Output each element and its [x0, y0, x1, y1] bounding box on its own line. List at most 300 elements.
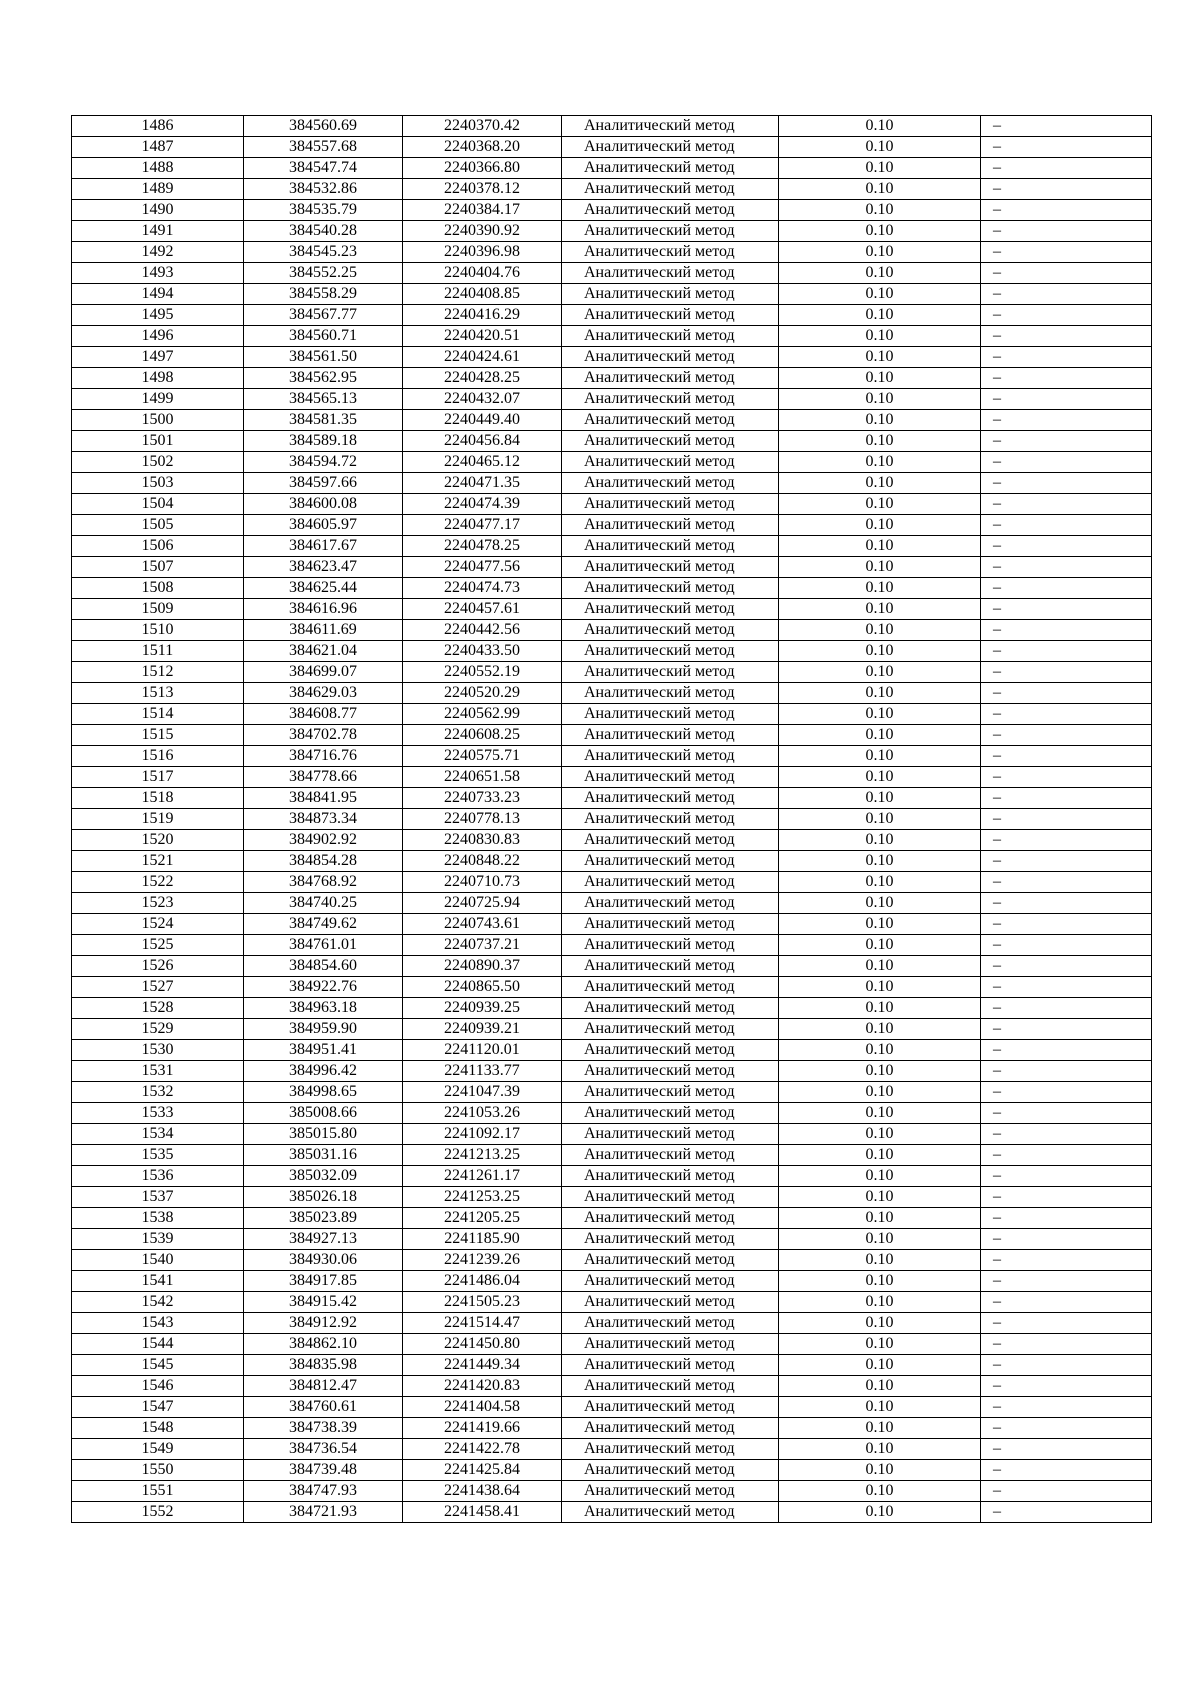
description-cell: – — [981, 746, 1152, 767]
x-coordinate-cell: 384545.23 — [244, 242, 403, 263]
method-cell: Аналитический метод — [562, 347, 779, 368]
accuracy-cell: 0.10 — [779, 809, 981, 830]
point-number-cell: 1552 — [72, 1502, 244, 1523]
method-cell: Аналитический метод — [562, 1313, 779, 1334]
description-cell: – — [981, 1292, 1152, 1313]
x-coordinate-cell: 384616.96 — [244, 599, 403, 620]
accuracy-cell: 0.10 — [779, 1145, 981, 1166]
point-number-cell: 1508 — [72, 578, 244, 599]
x-coordinate-cell: 384547.74 — [244, 158, 403, 179]
accuracy-cell: 0.10 — [779, 1124, 981, 1145]
point-number-cell: 1488 — [72, 158, 244, 179]
coordinates-table-body — [72, 116, 1152, 1523]
description-cell: – — [981, 305, 1152, 326]
method-cell: Аналитический метод — [562, 956, 779, 977]
table-row — [72, 1187, 1152, 1208]
description-cell: – — [981, 1061, 1152, 1082]
accuracy-cell: 0.10 — [779, 704, 981, 725]
table-row — [72, 242, 1152, 263]
description-cell: – — [981, 725, 1152, 746]
y-coordinate-cell: 2241450.80 — [403, 1334, 562, 1355]
x-coordinate-cell: 384930.06 — [244, 1250, 403, 1271]
y-coordinate-cell: 2240737.21 — [403, 935, 562, 956]
y-coordinate-cell: 2241185.90 — [403, 1229, 562, 1250]
y-coordinate-cell: 2240366.80 — [403, 158, 562, 179]
x-coordinate-cell: 385032.09 — [244, 1166, 403, 1187]
point-number-cell: 1525 — [72, 935, 244, 956]
method-cell: Аналитический метод — [562, 284, 779, 305]
table-row — [72, 389, 1152, 410]
accuracy-cell: 0.10 — [779, 1460, 981, 1481]
description-cell: – — [981, 998, 1152, 1019]
description-cell: – — [981, 1313, 1152, 1334]
method-cell: Аналитический метод — [562, 389, 779, 410]
x-coordinate-cell: 384625.44 — [244, 578, 403, 599]
description-cell: – — [981, 1166, 1152, 1187]
y-coordinate-cell: 2241420.83 — [403, 1376, 562, 1397]
accuracy-cell: 0.10 — [779, 1250, 981, 1271]
x-coordinate-cell: 384699.07 — [244, 662, 403, 683]
accuracy-cell: 0.10 — [779, 242, 981, 263]
point-number-cell: 1513 — [72, 683, 244, 704]
y-coordinate-cell: 2240378.12 — [403, 179, 562, 200]
x-coordinate-cell: 385008.66 — [244, 1103, 403, 1124]
y-coordinate-cell: 2240416.29 — [403, 305, 562, 326]
table-row — [72, 872, 1152, 893]
y-coordinate-cell: 2241213.25 — [403, 1145, 562, 1166]
table-row — [72, 1439, 1152, 1460]
method-cell: Аналитический метод — [562, 1250, 779, 1271]
x-coordinate-cell: 384998.65 — [244, 1082, 403, 1103]
accuracy-cell: 0.10 — [779, 620, 981, 641]
accuracy-cell: 0.10 — [779, 935, 981, 956]
x-coordinate-cell: 384768.92 — [244, 872, 403, 893]
y-coordinate-cell: 2240368.20 — [403, 137, 562, 158]
x-coordinate-cell: 384560.69 — [244, 116, 403, 137]
method-cell: Аналитический метод — [562, 1145, 779, 1166]
method-cell: Аналитический метод — [562, 263, 779, 284]
accuracy-cell: 0.10 — [779, 1040, 981, 1061]
y-coordinate-cell: 2240474.39 — [403, 494, 562, 515]
description-cell: – — [981, 284, 1152, 305]
method-cell: Аналитический метод — [562, 1019, 779, 1040]
accuracy-cell: 0.10 — [779, 452, 981, 473]
x-coordinate-cell: 384736.54 — [244, 1439, 403, 1460]
table-row — [72, 305, 1152, 326]
x-coordinate-cell: 384778.66 — [244, 767, 403, 788]
method-cell: Аналитический метод — [562, 872, 779, 893]
point-number-cell: 1501 — [72, 431, 244, 452]
x-coordinate-cell: 384560.71 — [244, 326, 403, 347]
description-cell: – — [981, 1040, 1152, 1061]
y-coordinate-cell: 2240478.25 — [403, 536, 562, 557]
accuracy-cell: 0.10 — [779, 347, 981, 368]
description-cell: – — [981, 410, 1152, 431]
accuracy-cell: 0.10 — [779, 725, 981, 746]
description-cell: – — [981, 599, 1152, 620]
x-coordinate-cell: 384567.77 — [244, 305, 403, 326]
method-cell: Аналитический метод — [562, 704, 779, 725]
method-cell: Аналитический метод — [562, 116, 779, 137]
accuracy-cell: 0.10 — [779, 368, 981, 389]
table-row — [72, 221, 1152, 242]
table-row — [72, 620, 1152, 641]
point-number-cell: 1512 — [72, 662, 244, 683]
table-row — [72, 851, 1152, 872]
method-cell: Аналитический метод — [562, 1439, 779, 1460]
point-number-cell: 1486 — [72, 116, 244, 137]
description-cell: – — [981, 1439, 1152, 1460]
description-cell: – — [981, 347, 1152, 368]
y-coordinate-cell: 2240456.84 — [403, 431, 562, 452]
method-cell: Аналитический метод — [562, 662, 779, 683]
description-cell: – — [981, 767, 1152, 788]
x-coordinate-cell: 384721.93 — [244, 1502, 403, 1523]
description-cell: – — [981, 809, 1152, 830]
description-cell: – — [981, 1187, 1152, 1208]
accuracy-cell: 0.10 — [779, 1229, 981, 1250]
table-row — [72, 116, 1152, 137]
point-number-cell: 1499 — [72, 389, 244, 410]
table-row — [72, 830, 1152, 851]
point-number-cell: 1537 — [72, 1187, 244, 1208]
table-row — [72, 137, 1152, 158]
method-cell: Аналитический метод — [562, 452, 779, 473]
description-cell: – — [981, 1208, 1152, 1229]
method-cell: Аналитический метод — [562, 1187, 779, 1208]
point-number-cell: 1535 — [72, 1145, 244, 1166]
point-number-cell: 1527 — [72, 977, 244, 998]
description-cell: – — [981, 788, 1152, 809]
y-coordinate-cell: 2240384.17 — [403, 200, 562, 221]
table-row — [72, 1313, 1152, 1334]
description-cell: – — [981, 641, 1152, 662]
accuracy-cell: 0.10 — [779, 389, 981, 410]
point-number-cell: 1524 — [72, 914, 244, 935]
method-cell: Аналитический метод — [562, 326, 779, 347]
y-coordinate-cell: 2240520.29 — [403, 683, 562, 704]
y-coordinate-cell: 2240465.12 — [403, 452, 562, 473]
method-cell: Аналитический метод — [562, 368, 779, 389]
description-cell: – — [981, 977, 1152, 998]
x-coordinate-cell: 384562.95 — [244, 368, 403, 389]
x-coordinate-cell: 384749.62 — [244, 914, 403, 935]
point-number-cell: 1522 — [72, 872, 244, 893]
accuracy-cell: 0.10 — [779, 1313, 981, 1334]
point-number-cell: 1494 — [72, 284, 244, 305]
table-row — [72, 1124, 1152, 1145]
x-coordinate-cell: 385015.80 — [244, 1124, 403, 1145]
table-row — [72, 662, 1152, 683]
table-row — [72, 683, 1152, 704]
description-cell: – — [981, 263, 1152, 284]
x-coordinate-cell: 384565.13 — [244, 389, 403, 410]
table-row — [72, 641, 1152, 662]
method-cell: Аналитический метод — [562, 788, 779, 809]
description-cell: – — [981, 851, 1152, 872]
accuracy-cell: 0.10 — [779, 1355, 981, 1376]
description-cell: – — [981, 1397, 1152, 1418]
accuracy-cell: 0.10 — [779, 1481, 981, 1502]
x-coordinate-cell: 384854.60 — [244, 956, 403, 977]
y-coordinate-cell: 2240424.61 — [403, 347, 562, 368]
y-coordinate-cell: 2241514.47 — [403, 1313, 562, 1334]
description-cell: – — [981, 158, 1152, 179]
y-coordinate-cell: 2240432.07 — [403, 389, 562, 410]
description-cell: – — [981, 200, 1152, 221]
description-cell: – — [981, 1103, 1152, 1124]
table-row — [72, 767, 1152, 788]
x-coordinate-cell: 384812.47 — [244, 1376, 403, 1397]
x-coordinate-cell: 384873.34 — [244, 809, 403, 830]
table-row — [72, 1502, 1152, 1523]
point-number-cell: 1549 — [72, 1439, 244, 1460]
description-cell: – — [981, 872, 1152, 893]
accuracy-cell: 0.10 — [779, 1103, 981, 1124]
description-cell: – — [981, 1019, 1152, 1040]
description-cell: – — [981, 1481, 1152, 1502]
table-row — [72, 977, 1152, 998]
point-number-cell: 1491 — [72, 221, 244, 242]
description-cell: – — [981, 1250, 1152, 1271]
accuracy-cell: 0.10 — [779, 830, 981, 851]
accuracy-cell: 0.10 — [779, 1439, 981, 1460]
description-cell: – — [981, 242, 1152, 263]
method-cell: Аналитический метод — [562, 683, 779, 704]
point-number-cell: 1515 — [72, 725, 244, 746]
accuracy-cell: 0.10 — [779, 641, 981, 662]
accuracy-cell: 0.10 — [779, 1418, 981, 1439]
y-coordinate-cell: 2241419.66 — [403, 1418, 562, 1439]
accuracy-cell: 0.10 — [779, 473, 981, 494]
table-row — [72, 1397, 1152, 1418]
point-number-cell: 1514 — [72, 704, 244, 725]
x-coordinate-cell: 384558.29 — [244, 284, 403, 305]
table-row — [72, 452, 1152, 473]
method-cell: Аналитический метод — [562, 1376, 779, 1397]
x-coordinate-cell: 384912.92 — [244, 1313, 403, 1334]
point-number-cell: 1518 — [72, 788, 244, 809]
point-number-cell: 1517 — [72, 767, 244, 788]
y-coordinate-cell: 2241205.25 — [403, 1208, 562, 1229]
table-row — [72, 578, 1152, 599]
method-cell: Аналитический метод — [562, 242, 779, 263]
y-coordinate-cell: 2241425.84 — [403, 1460, 562, 1481]
y-coordinate-cell: 2240457.61 — [403, 599, 562, 620]
accuracy-cell: 0.10 — [779, 956, 981, 977]
description-cell: – — [981, 1334, 1152, 1355]
point-number-cell: 1490 — [72, 200, 244, 221]
table-row — [72, 1229, 1152, 1250]
accuracy-cell: 0.10 — [779, 326, 981, 347]
accuracy-cell: 0.10 — [779, 1292, 981, 1313]
x-coordinate-cell: 384611.69 — [244, 620, 403, 641]
accuracy-cell: 0.10 — [779, 578, 981, 599]
point-number-cell: 1530 — [72, 1040, 244, 1061]
method-cell: Аналитический метод — [562, 830, 779, 851]
point-number-cell: 1547 — [72, 1397, 244, 1418]
accuracy-cell: 0.10 — [779, 1208, 981, 1229]
point-number-cell: 1550 — [72, 1460, 244, 1481]
point-number-cell: 1509 — [72, 599, 244, 620]
y-coordinate-cell: 2240651.58 — [403, 767, 562, 788]
x-coordinate-cell: 384915.42 — [244, 1292, 403, 1313]
y-coordinate-cell: 2240404.76 — [403, 263, 562, 284]
y-coordinate-cell: 2240471.35 — [403, 473, 562, 494]
method-cell: Аналитический метод — [562, 1418, 779, 1439]
point-number-cell: 1520 — [72, 830, 244, 851]
x-coordinate-cell: 385026.18 — [244, 1187, 403, 1208]
method-cell: Аналитический метод — [562, 536, 779, 557]
y-coordinate-cell: 2240552.19 — [403, 662, 562, 683]
point-number-cell: 1541 — [72, 1271, 244, 1292]
accuracy-cell: 0.10 — [779, 179, 981, 200]
method-cell: Аналитический метод — [562, 1040, 779, 1061]
y-coordinate-cell: 2240939.25 — [403, 998, 562, 1019]
table-row — [72, 1355, 1152, 1376]
table-row — [72, 284, 1152, 305]
accuracy-cell: 0.10 — [779, 116, 981, 137]
x-coordinate-cell: 385023.89 — [244, 1208, 403, 1229]
y-coordinate-cell: 2240562.99 — [403, 704, 562, 725]
description-cell: – — [981, 956, 1152, 977]
method-cell: Аналитический метод — [562, 851, 779, 872]
point-number-cell: 1551 — [72, 1481, 244, 1502]
accuracy-cell: 0.10 — [779, 305, 981, 326]
point-number-cell: 1503 — [72, 473, 244, 494]
description-cell: – — [981, 704, 1152, 725]
y-coordinate-cell: 2240830.83 — [403, 830, 562, 851]
table-row — [72, 431, 1152, 452]
y-coordinate-cell: 2241505.23 — [403, 1292, 562, 1313]
table-row — [72, 1292, 1152, 1313]
accuracy-cell: 0.10 — [779, 263, 981, 284]
y-coordinate-cell: 2241261.17 — [403, 1166, 562, 1187]
y-coordinate-cell: 2240477.56 — [403, 557, 562, 578]
table-row — [72, 1334, 1152, 1355]
method-cell: Аналитический метод — [562, 305, 779, 326]
accuracy-cell: 0.10 — [779, 914, 981, 935]
y-coordinate-cell: 2240370.42 — [403, 116, 562, 137]
description-cell: – — [981, 473, 1152, 494]
table-row — [72, 368, 1152, 389]
point-number-cell: 1538 — [72, 1208, 244, 1229]
x-coordinate-cell: 384702.78 — [244, 725, 403, 746]
y-coordinate-cell: 2241404.58 — [403, 1397, 562, 1418]
x-coordinate-cell: 384605.97 — [244, 515, 403, 536]
y-coordinate-cell: 2240575.71 — [403, 746, 562, 767]
method-cell: Аналитический метод — [562, 1229, 779, 1250]
table-row — [72, 1460, 1152, 1481]
table-row — [72, 1166, 1152, 1187]
description-cell: – — [981, 431, 1152, 452]
point-number-cell: 1540 — [72, 1250, 244, 1271]
method-cell: Аналитический метод — [562, 1460, 779, 1481]
y-coordinate-cell: 2241438.64 — [403, 1481, 562, 1502]
table-row — [72, 998, 1152, 1019]
method-cell: Аналитический метод — [562, 1292, 779, 1313]
y-coordinate-cell: 2241092.17 — [403, 1124, 562, 1145]
accuracy-cell: 0.10 — [779, 515, 981, 536]
point-number-cell: 1504 — [72, 494, 244, 515]
method-cell: Аналитический метод — [562, 1208, 779, 1229]
x-coordinate-cell: 384959.90 — [244, 1019, 403, 1040]
x-coordinate-cell: 384835.98 — [244, 1355, 403, 1376]
description-cell: – — [981, 1418, 1152, 1439]
point-number-cell: 1487 — [72, 137, 244, 158]
point-number-cell: 1533 — [72, 1103, 244, 1124]
accuracy-cell: 0.10 — [779, 893, 981, 914]
description-cell: – — [981, 389, 1152, 410]
point-number-cell: 1536 — [72, 1166, 244, 1187]
x-coordinate-cell: 384589.18 — [244, 431, 403, 452]
method-cell: Аналитический метод — [562, 893, 779, 914]
table-row — [72, 914, 1152, 935]
x-coordinate-cell: 384532.86 — [244, 179, 403, 200]
point-number-cell: 1492 — [72, 242, 244, 263]
table-row — [72, 1040, 1152, 1061]
point-number-cell: 1521 — [72, 851, 244, 872]
y-coordinate-cell: 2241053.26 — [403, 1103, 562, 1124]
point-number-cell: 1529 — [72, 1019, 244, 1040]
y-coordinate-cell: 2241422.78 — [403, 1439, 562, 1460]
accuracy-cell: 0.10 — [779, 746, 981, 767]
y-coordinate-cell: 2241449.34 — [403, 1355, 562, 1376]
y-coordinate-cell: 2241239.26 — [403, 1250, 562, 1271]
x-coordinate-cell: 384597.66 — [244, 473, 403, 494]
description-cell: – — [981, 578, 1152, 599]
method-cell: Аналитический метод — [562, 494, 779, 515]
y-coordinate-cell: 2241047.39 — [403, 1082, 562, 1103]
y-coordinate-cell: 2240778.13 — [403, 809, 562, 830]
accuracy-cell: 0.10 — [779, 536, 981, 557]
method-cell: Аналитический метод — [562, 221, 779, 242]
x-coordinate-cell: 384600.08 — [244, 494, 403, 515]
point-number-cell: 1542 — [72, 1292, 244, 1313]
x-coordinate-cell: 384862.10 — [244, 1334, 403, 1355]
accuracy-cell: 0.10 — [779, 1019, 981, 1040]
accuracy-cell: 0.10 — [779, 221, 981, 242]
y-coordinate-cell: 2240890.37 — [403, 956, 562, 977]
table-row — [72, 1418, 1152, 1439]
x-coordinate-cell: 384557.68 — [244, 137, 403, 158]
method-cell: Аналитический метод — [562, 410, 779, 431]
point-number-cell: 1500 — [72, 410, 244, 431]
x-coordinate-cell: 384761.01 — [244, 935, 403, 956]
method-cell: Аналитический метод — [562, 1502, 779, 1523]
description-cell: – — [981, 452, 1152, 473]
y-coordinate-cell: 2241133.77 — [403, 1061, 562, 1082]
table-row — [72, 494, 1152, 515]
description-cell: – — [981, 1124, 1152, 1145]
description-cell: – — [981, 326, 1152, 347]
point-number-cell: 1506 — [72, 536, 244, 557]
x-coordinate-cell: 384902.92 — [244, 830, 403, 851]
accuracy-cell: 0.10 — [779, 158, 981, 179]
y-coordinate-cell: 2240477.17 — [403, 515, 562, 536]
description-cell: – — [981, 1271, 1152, 1292]
x-coordinate-cell: 384621.04 — [244, 641, 403, 662]
point-number-cell: 1510 — [72, 620, 244, 641]
x-coordinate-cell: 384623.47 — [244, 557, 403, 578]
method-cell: Аналитический метод — [562, 473, 779, 494]
point-number-cell: 1531 — [72, 1061, 244, 1082]
description-cell: – — [981, 1229, 1152, 1250]
accuracy-cell: 0.10 — [779, 767, 981, 788]
accuracy-cell: 0.10 — [779, 557, 981, 578]
x-coordinate-cell: 384927.13 — [244, 1229, 403, 1250]
y-coordinate-cell: 2241458.41 — [403, 1502, 562, 1523]
